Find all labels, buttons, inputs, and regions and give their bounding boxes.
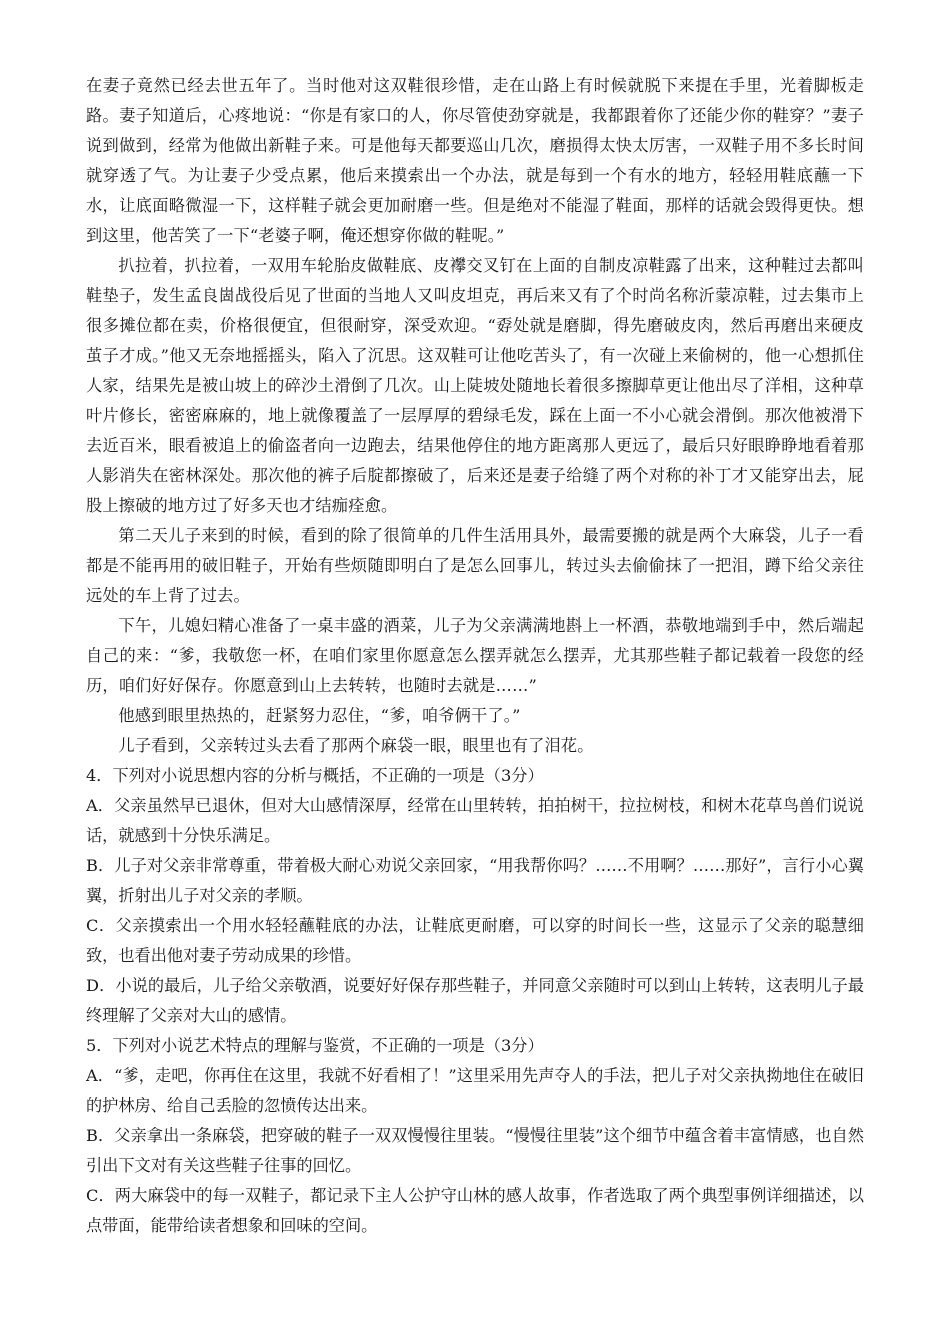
- option-c: C．父亲摸索出一个用水轻轻蘸鞋底的办法，让鞋底更耐磨，可以穿的时间长一些，这显示了父亲的聪慧细致，也看出他对妻子劳动成果的珍惜。: [86, 916, 864, 965]
- option-a: A．“爹，走吧，你再住在这里，我就不好看相了！”这里采用先声夺人的手法，把儿子对父亲执拗地住在破旧的护林房、给自己丢脸的忽愤传达出来。: [86, 1066, 864, 1115]
- question-4: [86, 761, 864, 1031]
- passage-paragraph-2: 扒拉着，扒拉着，一双用车轮胎皮做鞋底、皮襻交叉钉在上面的自制皮凉鞋露了出来，这种鞋过去都叫鞋垫子，发生孟良崮战役后见了世面的当地人又叫皮坦克，再后来又有了个时尚名称沂蒙凉鞋，过去集市上很多摊位都在卖，价格很便宜，但很耐穿，深受欢迎。“孬处就是磨脚，得先磨破皮肉，然后再磨出来硬皮茧子才成。”他又无奈地摇摇头，陷入了沉思。这双鞋可让他吃苦头了，有一次碰上来偷树的，他一心想抓住人家，结果先是被山坡上的碎沙土滑倒了几次。山上陡坡处随地长着很多擦脚草更让他出尽了洋相，这种草叶片修长，密密麻麻的，地上就像覆盖了一层厚厚的碧绿毛发，踩在上面一不小心就会滑倒。那次他被滑下去近百米，眼看被追上的偷盗者向一边跑去，结果他停住的地方距离那人更远了，最后只好眼睁睁地看着那人影消失在密林深处。那次他的裤子后腚都擦破了，后来还是妻子给缝了两个对称的补丁才又能穿出去，屁股上擦破的地方过了好多天也才结痂痊愈。: [86, 256, 864, 515]
- question-stem: 5．下列对小说艺术特点的理解与鉴赏，不正确的一项是（3分）: [86, 1036, 544, 1055]
- option-b: B．父亲拿出一条麻袋，把穿破的鞋子一双双慢慢往里装。“慢慢往里装”这个细节中蕴含着丰富情感，也自然引出下文对有关这些鞋子往事的回忆。: [86, 1126, 864, 1175]
- passage-paragraph-4: 下午，儿媳妇精心准备了一桌丰盛的酒菜，儿子为父亲满满地斟上一杯酒，恭敬地端到手中，然后端起自己的来：“爹，我敬您一杯，在咱们家里你愿意怎么摆弄就怎么摆弄，尤其那些鞋子都记载着一段您的经历，咱们好好保存。你愿意到山上去转转，也随时去就是……”: [86, 616, 864, 695]
- option-a: A．父亲虽然早已退休，但对大山感情深厚，经常在山里转转，拍拍树干，拉拉树枝，和树木花草鸟兽们说说话，就感到十分快乐满足。: [86, 796, 864, 845]
- exam-page: [86, 71, 864, 1241]
- passage: [86, 71, 864, 761]
- question-stem: 4．下列对小说思想内容的分析与概括，不正确的一项是（3分）: [86, 766, 544, 785]
- passage-paragraph-1: 在妻子竟然已经去世五年了。当时他对这双鞋很珍惜，走在山路上有时候就脱下来提在手里，光着脚板走路。妻子知道后，心疼地说：“你是有家口的人，你尽管使劲穿就是，我都跟着你了还能少你的鞋穿？”妻子说到做到，经常为他做出新鞋子来。可是他每天都要巡山几次，磨损得太快太厉害，一双鞋子用不多长时间就穿透了气。为让妻子少受点累，他后来摸索出一个办法，就是每到一个有水的地方，轻轻用鞋底蘸一下水，让底面略微湿一下，这样鞋子就会更加耐磨一些。但是绝对不能湿了鞋面，那样的话就会毁得更快。想到这里，他苦笑了一下“老婆子啊，俺还想穿你做的鞋呢。”: [86, 76, 864, 245]
- option-c: C．两大麻袋中的每一双鞋子，都记录下主人公护守山林的感人故事，作者选取了两个典型事例详细描述，以点带面，能带给读者想象和回味的空间。: [86, 1186, 864, 1235]
- question-5: [86, 1031, 864, 1241]
- passage-paragraph-3: 第二天儿子来到的时候，看到的除了很简单的几件生活用具外，最需要搬的就是两个大麻袋，儿子一看都是不能再用的破旧鞋子，开始有些烦随即明白了是怎么回事儿，转过头去偷偷抹了一把泪，蹲下给父亲往远处的车上背了过去。: [86, 526, 864, 605]
- option-d: D．小说的最后，儿子给父亲敬酒，说要好好保存那些鞋子，并同意父亲随时可以到山上转转，这表明儿子最终理解了父亲对大山的感情。: [86, 976, 864, 1025]
- passage-paragraph-6: 儿子看到，父亲转过头去看了那两个麻袋一眼，眼里也有了泪花。: [118, 736, 594, 755]
- passage-paragraph-5: 他感到眼里热热的，赶紧努力忍住，“爹，咱爷俩干了。”: [118, 706, 521, 725]
- option-b: B．儿子对父亲非常尊重，带着极大耐心劝说父亲回家，“用我帮你吗？……不用啊？……那好”，言行小心翼翼，折射出儿子对父亲的孝顺。: [86, 856, 864, 905]
